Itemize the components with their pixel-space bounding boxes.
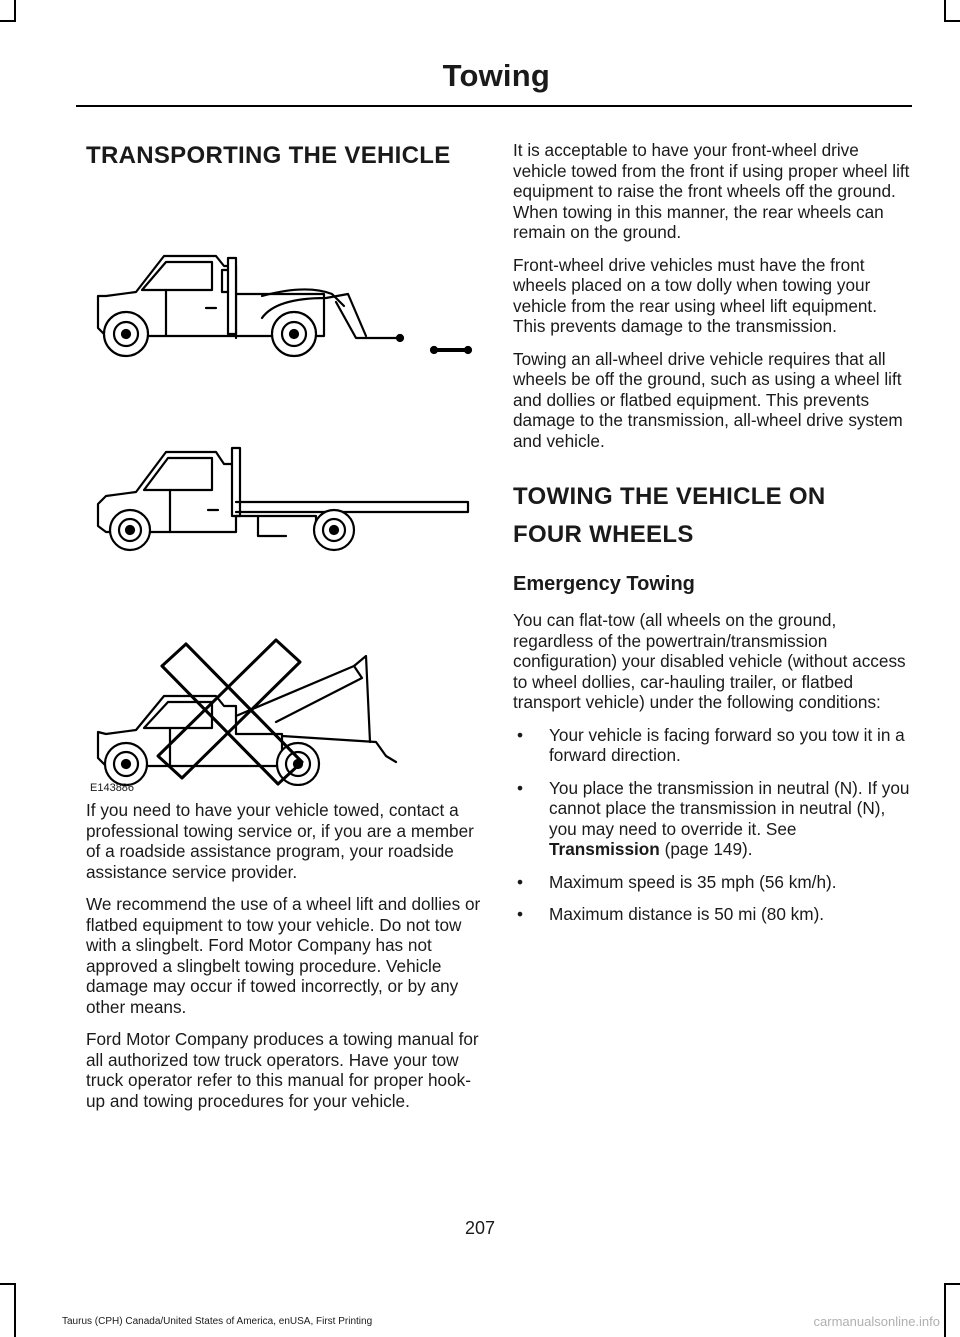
wheel-lift-truck-illustration — [98, 256, 471, 356]
paragraph: Towing an all-wheel drive vehicle requires that all wheels be off the ground, such as using a wheel lift and dollies or flatbed equipment. This prevents damage to the transmission, all-wheel drive system and vehicle. — [513, 348, 903, 451]
list-item-text: Maximum distance is 50 mi (80 km). — [549, 904, 825, 924]
bullet-icon: • — [517, 777, 524, 798]
list-item — [513, 778, 911, 860]
paragraph: We recommend the use of a wheel lift and dollies or flatbed equipment to tow your vehicle. Do not tow with a slingbelt. Ford Motor Company has not approved a slingbelt towing procedure. Vehicle damage may occur if towed incorrectly, or by any other means. — [86, 894, 481, 1017]
list-item-text: Maximum speed is 35 mph (56 km/h). — [549, 871, 837, 892]
page-header-title: Towing — [442, 58, 550, 93]
crop-mark — [944, 1283, 960, 1285]
footer-text: Taurus (CPH) Canada/United States of America, enUSA, First Printing — [62, 1316, 373, 1327]
list-item — [513, 904, 911, 925]
list-item — [513, 725, 911, 766]
list-item-text: Your vehicle is facing forward so you tow it in a forward direction. — [549, 724, 905, 765]
bullet-icon: • — [517, 871, 524, 892]
paragraph: If you need to have your vehicle towed, contact a professional towing service or, if you are a member of a roadside assistance program, your roadside assistance service provider. — [86, 800, 474, 882]
page-reference: (page 149). — [664, 839, 753, 859]
subsection-title-emergency-towing: Emergency Towing — [513, 573, 695, 595]
section-title-transporting: TRANSPORTING THE VEHICLE — [86, 142, 451, 169]
crop-mark — [944, 0, 946, 20]
crop-mark — [944, 20, 960, 22]
section-title-line: TOWING THE VEHICLE ON — [513, 483, 826, 510]
paragraph: It is acceptable to have your front-wheel drive vehicle towed from the front if using proper wheel lift equipment to raise the front wheels off the ground. When towing in this manner, the rear wheels can remain on the ground. — [513, 140, 910, 242]
page-number: 207 — [464, 1218, 496, 1238]
paragraph: You can flat-tow (all wheels on the ground, regardless of the powertrain/transmission configuration) your disabled vehicle (without access to wheel dollies, car-hauling trailer, or flatbed transport vehicle) under the following conditions: — [513, 610, 906, 712]
conditions-list — [513, 725, 911, 925]
right-column — [513, 140, 911, 937]
left-column — [86, 140, 482, 1123]
crop-mark — [944, 1283, 946, 1337]
crop-mark — [0, 20, 16, 22]
crop-mark — [14, 0, 16, 20]
section-title-four-wheels — [513, 481, 911, 551]
bullet-icon: • — [517, 904, 524, 924]
header-divider — [76, 105, 912, 107]
section-title-line: FOUR WHEELS — [513, 521, 694, 548]
tow-trucks-svg — [86, 186, 482, 786]
towing-illustration — [86, 186, 482, 794]
flatbed-truck-illustration — [98, 448, 468, 550]
cross-reference-link[interactable]: Transmission — [549, 839, 660, 859]
crop-mark — [0, 1283, 16, 1285]
watermark: carmanualsonline.info — [813, 1314, 940, 1329]
crop-mark — [14, 1283, 16, 1337]
list-item-text: You place the transmission in neutral (N). If you cannot place the transmission in neutral (N), you may need to override it. See — [549, 777, 910, 839]
figure-id: E143886 — [90, 782, 135, 794]
paragraph: Ford Motor Company produces a towing manual for all authorized tow truck operators. Have your tow truck operator refer to this manual for proper hook-up and towing procedures for your vehicle. — [86, 1029, 479, 1111]
paragraph: Front-wheel drive vehicles must have the front wheels placed on a tow dolly when towing your vehicle from the rear using wheel lift equipment. This prevents damage to the transmission. — [513, 254, 877, 336]
list-item — [513, 872, 911, 893]
bullet-icon: • — [517, 724, 524, 745]
